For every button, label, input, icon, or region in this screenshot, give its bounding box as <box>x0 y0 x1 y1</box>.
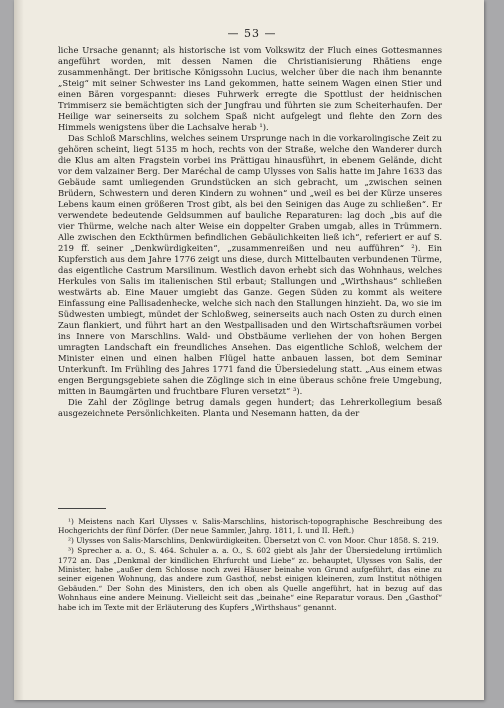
footnote-3: ³) Sprecher a. a. O., S. 464. Schuler a. a. O., S. 602 giebt als Jahr der Übersiedelung irrtümlich 1772 an. Das „Denkmal der kindlichen Ehrfurcht und Liebe“ zc. behauptet, Ulysses von Salis, der Minister, habe „außer dem Schlosse noch zwei Häuser beinahe von Grund aufgeführt, das eine zu seiner eigenen Wohnung, das andere zum Gasthof, nebst einigen kleineren, zum Institut nöthigen Gebäuden.“ Der Sohn des Ministers, den ich oben als Quelle angeführt, hat in bezug auf das Wohnhaus eine andere Meinung. Vielleicht seit das „beinahe“ eine Reparatur voraus. Den „Gasthof“ habe ich im Texte mit der Erläuterung des Kupfers „Wirthshaus“ genannt. <box>58 546 442 612</box>
footnote-2: ²) Ulysses von Salis-Marschlins, Denkwürdigkeiten. Übersetzt von C. von Moor. Chur 1858. S. 219. <box>68 536 439 546</box>
page-gutter-shadow <box>14 0 24 700</box>
footnote-separator <box>58 508 106 509</box>
footnote-1: ¹) Meistens nach Karl Ulysses v. Salis-Marschlins, historisch-topographische Beschreibung des Hochgerichts der fünf Dörfer. (Der neue Sammler, Jahrg. 1811, I. und II. Heft.) <box>58 517 442 536</box>
paragraph-3: Die Zahl der Zöglinge betrug damals gegen hundert; das Lehrerkollegium besaß ausgezeichnete Persönlichkeiten. Planta und Nesemann hatten, da der <box>58 397 442 418</box>
footnotes <box>58 517 442 613</box>
main-text <box>58 45 442 419</box>
page-number-header: — 53 — <box>227 27 277 40</box>
paragraph-2: Das Schloß Marschlins, welches seinem Ursprunge nach in die vorkarolingische Zeit zu gehören scheint, liegt 5135 m hoch, rechts von der Straße, welche den Wanderer durch die Klus am alten Fragstein vorbei ins Prättigau hinausführt, in ebenem Gelände, dicht vor dem valzainer Berg. Der Maréchal de camp Ulysses von Salis hatte im Jahre 1633 das Gebäude samt umliegenden Grundstücken an sich gebracht, um „zwischen seinen Brüdern, Schwestern und deren Kindern zu wohnen“ und „weil es bei der Kürze unseres Lebens kaum einen größeren Trost gibt, als bei den Seinigen das Auge zu schließen“. Er verwendete bedeutende Geldsummen auf bauliche Reparaturen: lag doch „bis auf die vier Thürme, welche nach alter Weise ein doppelter Graben umgab, alles in Trümmern. Alle zwischen den Eckthürmen befindlichen Gebäulichkeiten ließ ich“, referiert er auf S. 219 ff. seiner „Denkwürdigkeiten“, „zusammenreißen und neu aufführen“ ²). Ein Kupferstich aus dem Jahre 1776 zeigt uns diese, durch Mittelbauten verbundenen Türme, das eigentliche Castrum Marsilinum. Westlich davon erhebt sich das Wohnhaus, welches Herkules von Salis im italienischen Stil erbaut; Stallungen und „Wirthshaus“ schließen westwärts ab. Eine Mauer umgiebt das Ganze. Gegen Süden zu kommt als weitere Einfassung eine Pallisadenhecke, welche sich nach den Stallungen hinzieht. Da, wo sie im Südwesten umbiegt, mündet der Schloßweg, seinerseits auch nach Osten zu durch einen Zaun flankiert, und führt hart an den Westpallisaden und den Wirtschaftsräumen vorbei ins Innere von Marschlins. Wald- und Obstbäume verliehen der von hohen Bergen umragten Landschaft ein freundliches Ansehen. Das eigentliche Schloß, welchem der Minister einen und einen halben Flügel hatte anbauen lassen, bot dem Seminar Unterkunft. Im Frühling des Jahres 1771 fand die Übersiedelung statt. „Aus einem etwas engen Bergungsgebiete sahen die Zöglinge sich in eine überaus schöne freie Umgebung, mitten in Baumgärten und fruchtbare Fluren versetzt“ ³). <box>58 133 442 396</box>
paragraph-1: liche Ursache genannt; als historische ist vom Volkswitz der Fluch eines Gottesmannes angeführt worden, mit dessen Namen die Christianisierung Rhätiens enge zusammenhängt. Der britische Königssohn Lucius, welcher über die nach ihm benannte „Steig“ mit seiner Schwester ins Land gekommen, hatte seinem Wagen einen Stier und einen Bären vorgespannt: dieses Fuhrwerk erregte die Spottlust der heidnischen Trimmiserz sie bemächtigten sich der Jungfrau und führten sie zum Scheiterhaufen. Der Heilige war seinerseits zu solchem Spaß nicht aufgelegt und flehte den Zorn des Himmels wenigstens über die Lachsalve herab ¹). <box>58 45 442 132</box>
